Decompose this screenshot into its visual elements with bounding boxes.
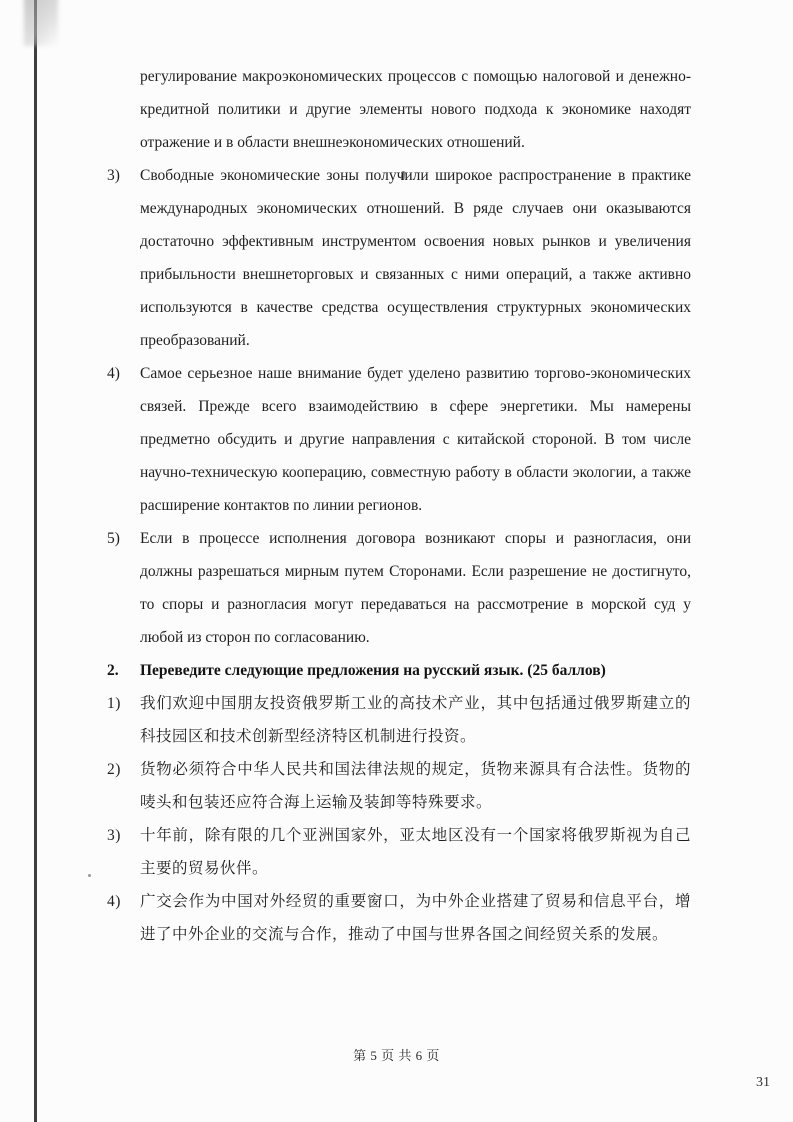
item-text: Если в процессе исполнения договора возникают споры и разногласия, они должны разрешаться мирным путем Сторонами. Если разрешение не достигнуто, то споры и разногласия могут передаваться на рассмотрение в морской суд у любой из сторон по согласованию. (140, 530, 691, 646)
item-number: 5) (107, 530, 120, 547)
russian-list-item-4 (107, 357, 691, 522)
section-number: 2. (107, 662, 119, 679)
corner-page-number: 31 (756, 1075, 770, 1090)
chinese-list-item-4 (107, 885, 691, 951)
item-number: 1) (107, 695, 121, 712)
chinese-list-item-2 (107, 753, 691, 819)
item-text: 十年前，除有限的几个亚洲国家外，亚太地区没有一个国家将俄罗斯视为自己主要的贸易伙伴。 (140, 827, 691, 877)
russian-list-item-3 (107, 159, 691, 357)
item-text: Свободные экономические зоны получили широкое распространение в практике международных экономических отношений. В ряде случаев они оказываются достаточно эффективным инструментом освоения новых рынков и увеличения прибыльности внешнеторговых и связанных с ними операций, а также активно используются в качестве средства осуществления структурных экономических преобразований. (140, 167, 691, 349)
paragraph-continuation: регулирование макроэкономических процессов с помощью налоговой и денежно-кредитной политики и другие элементы нового подхода к экономике находят отражение и в области внешнеэкономических отношений. (140, 68, 691, 151)
item-number: 4) (107, 365, 120, 382)
russian-list-item-5 (107, 522, 691, 654)
scan-noise-speck (88, 874, 91, 877)
section-2-heading (107, 654, 691, 687)
item-text: 我们欢迎中国朋友投资俄罗斯工业的高技术产业，其中包括通过俄罗斯建立的科技园区和技术创新型经济特区机制进行投资。 (140, 695, 691, 745)
scan-edge-line (34, 0, 37, 1122)
item-text: Самое серьезное наше внимание будет уделено развитию торгово-экономических связей. Прежде всего взаимодействию в сфере энергетики. Мы намерены предметно обсудить и другие направления с китайской стороной. В том числе научно-техническую кооперацию, совместную работу в области экологии, а также расширение контактов по линии регионов. (140, 365, 691, 514)
item-text: 广交会作为中国对外经贸的重要窗口，为中外企业搭建了贸易和信息平台，增进了中外企业的交流与合作，推动了中国与世界各国之间经贸关系的发展。 (140, 893, 691, 943)
item-number: 4) (107, 893, 121, 910)
section-title: Переведите следующие предложения на русский язык. (25 баллов) (140, 662, 606, 679)
item-number: 3) (107, 167, 120, 184)
item-number: 3) (107, 827, 121, 844)
item-number: 2) (107, 761, 121, 778)
chinese-list-item-1 (107, 687, 691, 753)
item-text: 货物必须符合中华人民共和国法律法规的规定，货物来源具有合法性。货物的唛头和包装还应符合海上运输及装卸等特殊要求。 (140, 761, 691, 811)
page-content (107, 60, 691, 951)
chinese-list-item-3 (107, 819, 691, 885)
page-footer: 第 5 页 共 6 页 (353, 1048, 440, 1063)
scan-corner-smudge (24, 0, 58, 46)
